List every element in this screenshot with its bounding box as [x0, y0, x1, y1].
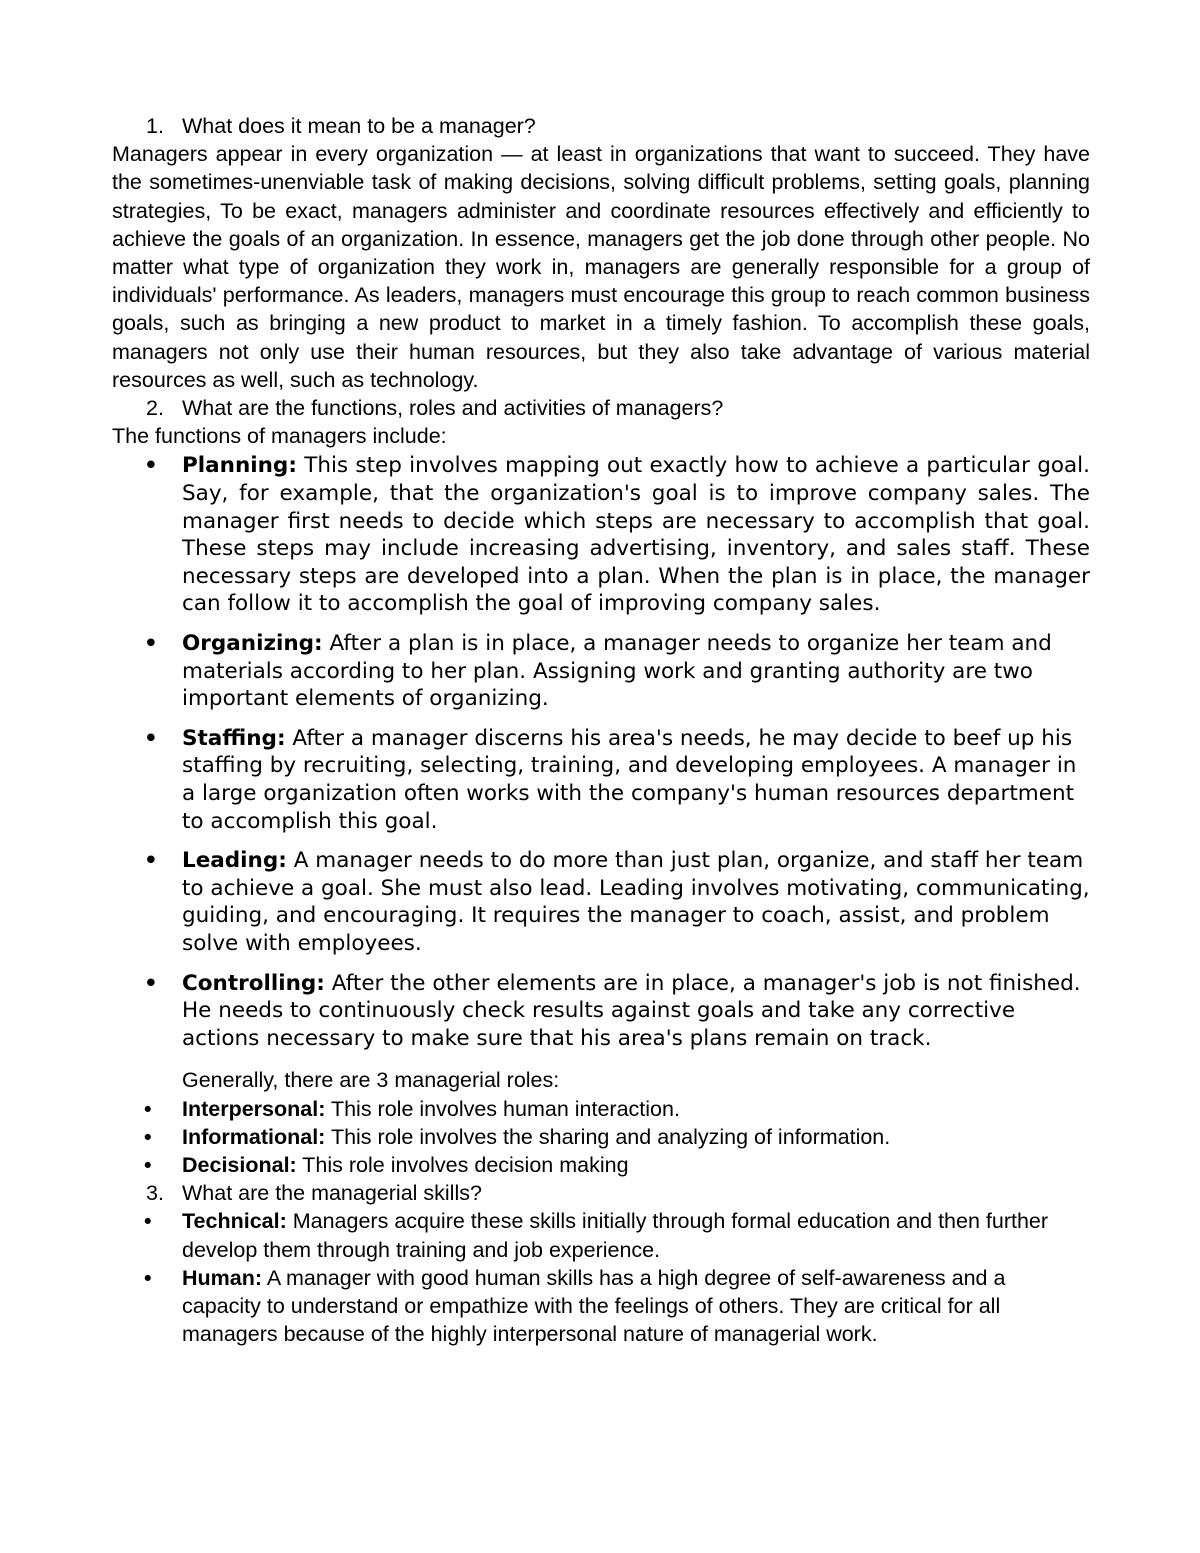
question-number: 1.	[146, 114, 164, 138]
role-item-interpersonal	[112, 1095, 1090, 1123]
function-item-staffing	[112, 725, 1090, 835]
question-number: 3.	[146, 1181, 164, 1206]
skill-text: Managers acquire these skills initially through formal education and then further develop them through training and job experience.	[182, 1209, 1049, 1262]
skill-item-human	[112, 1264, 1090, 1349]
function-item-leading	[112, 847, 1090, 957]
question-text: What does it mean to be a manager?	[182, 114, 536, 138]
role-term: Interpersonal:	[182, 1096, 326, 1121]
function-term: Controlling:	[182, 970, 325, 996]
role-term: Decisional:	[182, 1152, 297, 1177]
skill-item-technical	[112, 1207, 1090, 1263]
functions-intro: The functions of managers include:	[112, 424, 447, 449]
function-term: Planning:	[182, 453, 297, 479]
function-item-organizing	[112, 630, 1090, 713]
function-term: Leading:	[182, 848, 287, 874]
function-item-planning	[112, 452, 1090, 618]
roles-intro: Generally, there are 3 managerial roles:	[182, 1068, 560, 1093]
role-text: This role involves the sharing and analyzing of information.	[330, 1124, 891, 1149]
question-2	[112, 394, 1090, 422]
bullet-icon: •	[144, 1124, 152, 1149]
bullet-icon: •	[144, 970, 158, 996]
question-text: What are the functions, roles and activities of managers?	[182, 396, 724, 421]
skill-term: Human:	[182, 1265, 263, 1290]
role-item-informational	[112, 1123, 1090, 1151]
function-text: A manager needs to do more than just plan, organize, and staff her team to achieve a goal. She must also lead. Leading involves motivating, communicating, guiding, and encouraging. It requires the manager to coach, assist, and problem solve with employees.	[182, 848, 1090, 956]
function-text: After a plan is in place, a manager needs to organize her team and materials according to her plan. Assigning work and granting authority are two important elements of organizing.	[182, 631, 1052, 712]
skill-term: Technical:	[182, 1209, 287, 1234]
function-term: Staffing:	[182, 725, 286, 751]
answer-1-paragraph: Managers appear in every organization — at least in organizations that want to succeed. They have the sometimes-unenviable task of making decisions, solving difficult problems, setting goals, planning strategies, To be exact, managers administer and coordinate resources effectively and efficiently to achieve the goals of an organization. In essence, managers get the job done through other people. No matter what type of organization they work in, managers are generally responsible for a group of individuals' performance. As leaders, managers must encourage this group to reach common business goals, such as bringing a new product to market in a timely fashion. To accomplish these goals, managers not only use their human resources, but they also take advantage of various material resources as well, such as technology.	[112, 142, 1090, 392]
question-number: 2.	[146, 396, 164, 421]
function-term: Organizing:	[182, 631, 323, 656]
role-item-decisional	[112, 1151, 1090, 1179]
bullet-icon: •	[144, 725, 158, 751]
bullet-icon: •	[144, 631, 158, 656]
function-text: After the other elements are in place, a manager's job is not finished. He needs to continuously check results against goals and take any corrective actions necessary to make sure that his area's plans remain on track.	[182, 970, 1081, 1051]
bullet-icon: •	[144, 1096, 152, 1121]
role-term: Informational:	[182, 1124, 326, 1149]
question-text: What are the managerial skills?	[182, 1181, 482, 1206]
question-3	[112, 1179, 1090, 1207]
function-item-controlling	[112, 970, 1090, 1053]
skill-text: A manager with good human skills has a high degree of self-awareness and a capacity to understand or empathize with the feelings of others. They are critical for all managers because of the highly interpersonal nature of managerial work.	[182, 1265, 1006, 1347]
question-1	[112, 112, 1090, 140]
function-text: This step involves mapping out exactly how to achieve a particular goal. Say, for example, that the organization's goal is to improve company sales. The manager first needs to decide which steps are necessary to accomplish that goal. These steps may include increasing advertising, inventory, and sales staff. These necessary steps are developed into a plan. When the plan is in place, the manager can follow it to accomplish the goal of improving company sales.	[182, 453, 1090, 617]
bullet-icon: •	[144, 453, 158, 479]
function-text: After a manager discerns his area's needs, he may decide to beef up his staffing by recruiting, selecting, training, and developing employees. A manager in a large organization often works with the company's human resources department to accomplish this goal.	[182, 725, 1077, 834]
bullet-icon: •	[144, 1265, 152, 1290]
bullet-icon: •	[144, 1209, 152, 1234]
bullet-icon: •	[144, 848, 158, 874]
role-text: This role involves human interaction.	[330, 1096, 680, 1121]
role-text: This role involves decision making	[302, 1152, 629, 1177]
bullet-icon: •	[144, 1152, 152, 1177]
document-page	[112, 112, 1090, 1348]
